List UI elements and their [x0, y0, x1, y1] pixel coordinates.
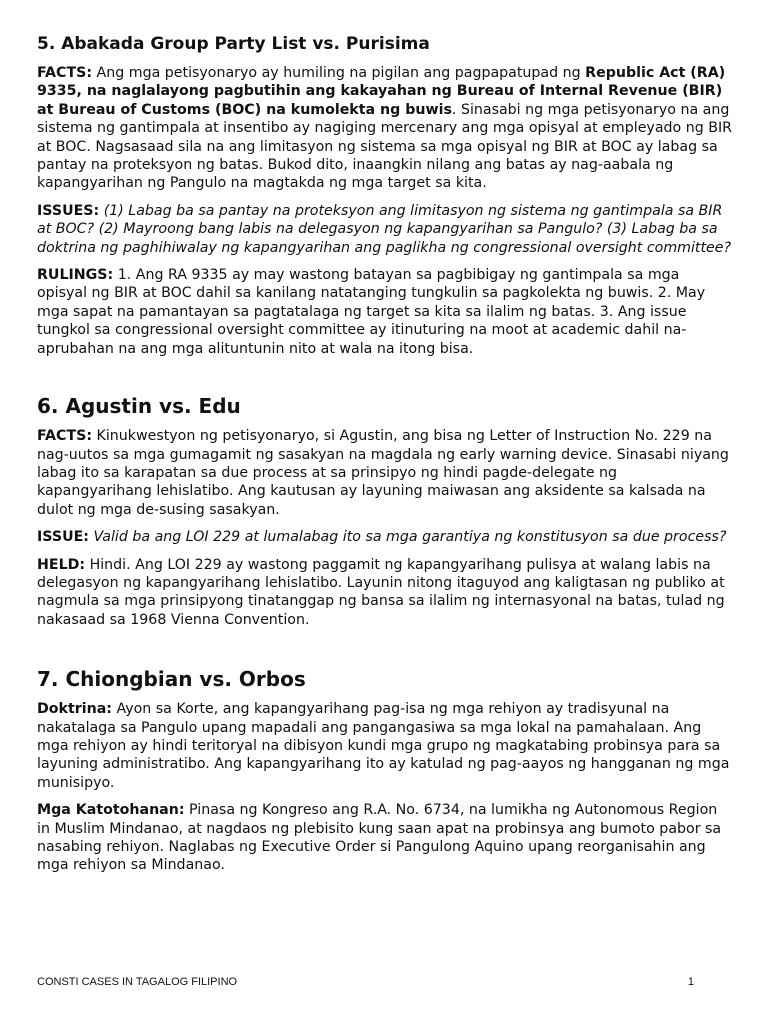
facts-label: FACTS:: [37, 428, 93, 445]
page-number: 1: [687, 976, 694, 988]
page-footer: [37, 975, 694, 989]
katotohanan-text: Pinasa ng Kongreso ang R.A. No. 6734, na lumikha ng Autonomous Region in Muslim Mindanao, at nagdaos ng plebisito kung saan apat na probinsya ang bumoto pabor sa nasabing rehiyon. Naglabas ng Executive Order si Pangulong Aquino upang reorganisahin ang mga rehiyon sa Mindanao.: [37, 802, 722, 874]
case-7-section: [37, 666, 732, 875]
facts-text-continued: . Sinasabi ng mga petisyonaryo na ang sistema ng gantimpala at insentibo ay nagiging mercenary ang mga opisyal at empleyado ng BIR at BOC. Nagsasaad sila na ang limitasyon ng sistema sa mga opisyal ng BIR at BOC ay labag sa pantay na proteksyon ng batas. Bukod dito, inaangkin nilang ang batas ay nag-aabala ng kapangyarihan ng Pangulo na magtakda ng mga target sa kita.: [37, 101, 732, 192]
case-6-section: [37, 393, 732, 629]
section-spacer: [37, 638, 732, 666]
issues-label: ISSUES:: [37, 202, 100, 219]
case-6-heading: 6. Agustin vs. Edu: [37, 394, 241, 419]
katotohanan-label: Mga Katotohanan:: [37, 802, 185, 819]
case-7-heading: 7. Chiongbian vs. Orbos: [37, 667, 306, 692]
doktrina-text: Ayon sa Korte, ang kapangyarihang pag-isa ng mga rehiyon ay tradisyunal na nakatalaga sa Pangulo upang mapadali ang pangangasiwa sa mga lokal na pamahalaan. Ang mga rehiyon ay hindi teritoryal na dibisyon kundi mga grupo ng magkatabing probinsya para sa layuning administratibo. Ang kapangyarihang ito ay katulad ng pag-aayos ng hangganan ng mga munisipyo.: [37, 701, 730, 791]
facts-text: Ang mga petisyonaryo ay humiling na pigilan ang pagpapatupad ng: [92, 65, 586, 81]
case-6-facts: [37, 427, 732, 519]
facts-text: Kinukwestyon ng petisyonaryo, si Agustin, ang bisa ng Letter of Instruction No. 229 na nag-uutos sa mga gumagamit ng sasakyan na magdala ng early warning device. Sinasabi niyang labag ito sa karapatan sa due process at sa prinsipyo ng hindi pagde-delegate ng kapangyarihang lehislatibo. Ang kautusan ay layuning maiwasan ang aksidente sa kalsada na dulot ng mga de-susing sasakyan.: [37, 428, 729, 518]
case-7-katotohanan: [37, 801, 732, 875]
case-6-held: [37, 556, 732, 630]
rulings-text: 1. Ang RA 9335 ay may wastong batayan sa pagbibigay ng gantimpala sa mga opisyal ng BIR at BOC dahil sa kanilang natatanging tungkulin sa pagkolekta ng buwis. 2. May mga sapat na pamantayan sa pagtatalaga ng target sa kita sa ilalim ng batas. 3. Ang issue tungkol sa congressional oversight committee ay itinuturing na moot at academic dahil na-aprubahan na ang mga alituntunin nito at wala na itong bisa.: [37, 267, 706, 357]
doktrina-label: Doktrina:: [37, 701, 112, 718]
facts-label: FACTS:: [37, 65, 93, 81]
issue-text: Valid ba ang LOI 229 at lumalabag ito sa mga garantiya ng konstitusyon sa due process?: [88, 529, 727, 546]
case-7-doktrina: [37, 700, 732, 792]
case-6-issue: [37, 528, 732, 546]
issue-label: ISSUE:: [37, 529, 89, 546]
case-5-heading: 5. Abakada Group Party List vs. Purisima: [37, 34, 430, 54]
case-5-facts: [37, 64, 732, 193]
issues-text: (1) Labag ba sa pantay na proteksyon ang limitasyon ng sistema ng gantimpala sa BIR at BOC? (2) Mayroong bang labis na delegasyon ng kapangyarihan sa Pangulo? (3) Labag ba sa doktrina ng paghihiwalay ng kapangyarihan ang paglikha ng congressional oversight committee?: [37, 202, 732, 256]
section-spacer: [37, 367, 732, 393]
rulings-label: RULINGS:: [37, 267, 114, 284]
held-label: HELD:: [37, 556, 86, 573]
case-5-rulings: [37, 266, 732, 358]
held-text: Hindi. Ang LOI 229 ay wastong paggamit ng kapangyarihang pulisya at walang labis na delegasyon ng kapangyarihang lehislatibo. Layunin nitong itaguyod ang kaligtasan ng publiko at nagmula sa mga prinsipyong tinatanggap ng bansa sa ilalim ng internasyonal na batas, tulad ng nakasaad sa 1968 Vienna Convention.: [37, 556, 725, 628]
facts-bold-text: Republic Act (RA) 9335, na naglalayong pagbutihin ang kakayahan ng Bureau of Internal Revenue (BIR) at Bureau of Customs (BOC) na kumolekta ng buwis: [37, 65, 726, 118]
footer-title: CONSTI CASES IN TAGALOG FILIPINO: [37, 976, 238, 988]
case-5-section: [37, 33, 732, 358]
case-5-issues: [37, 202, 732, 257]
